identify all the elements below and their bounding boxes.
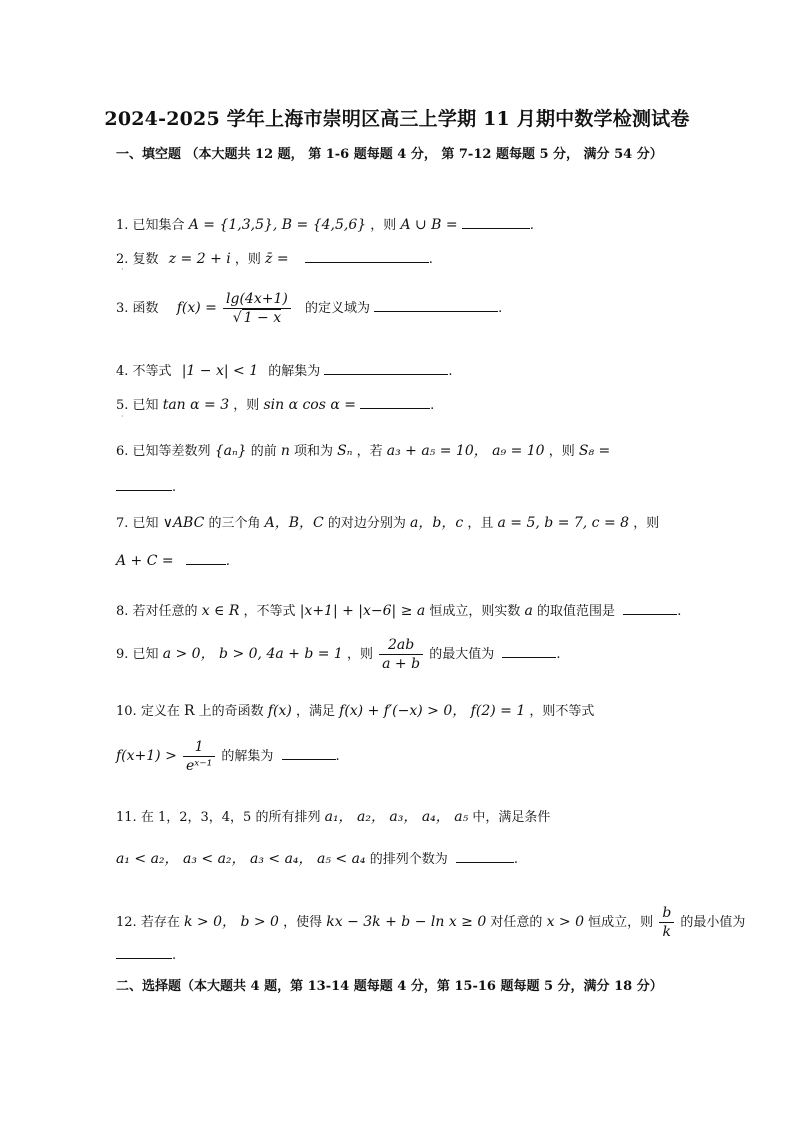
- fraction: [183, 738, 215, 775]
- math-expression: a₁ < a₂， a₃ < a₂， a₃ < a₄， a₅ < a₄: [116, 851, 366, 867]
- math-expression: ∨ABC: [162, 515, 205, 531]
- math-expression: k > 0， b > 0: [183, 914, 279, 930]
- question-text: ，则: [548, 444, 575, 459]
- question-text: 的前: [250, 444, 277, 459]
- punctuation: .: [172, 480, 177, 495]
- fraction: [659, 904, 674, 941]
- math-expression: a: [524, 603, 533, 619]
- question-number: 9.: [116, 647, 129, 662]
- punctuation: .: [556, 647, 561, 662]
- question-text: 若存在: [140, 915, 180, 930]
- math-expression: {aₙ}: [214, 443, 247, 459]
- math-expression: A，B，C: [264, 515, 324, 531]
- answer-blank[interactable]: [623, 602, 677, 615]
- math-expression: |x+1| + |x−6| ≥ a: [299, 603, 426, 619]
- question-text: 已知: [132, 516, 159, 531]
- question-text: ，则不等式: [529, 704, 595, 719]
- fraction: [379, 636, 423, 673]
- math-expression: f(x): [267, 703, 292, 719]
- question-1: [116, 214, 534, 233]
- question-7-continued: [116, 552, 230, 569]
- answer-blank[interactable]: [282, 747, 336, 760]
- math-expression: n: [280, 443, 290, 459]
- question-11: [116, 806, 550, 826]
- punctuation: .: [430, 398, 435, 413]
- question-number: 10.: [116, 704, 137, 719]
- question-text: 的最小值为: [680, 915, 746, 930]
- question-text: 恒成立，则: [588, 915, 654, 930]
- question-number: 2.: [116, 252, 129, 267]
- math-expression: x > 0: [546, 914, 585, 930]
- punctuation: .: [225, 554, 230, 569]
- question-text: ，则: [234, 252, 261, 267]
- question-number: 1.: [116, 218, 129, 233]
- answer-blank[interactable]: [374, 299, 498, 312]
- question-text: ，则: [633, 516, 660, 531]
- question-text: 已知等差数列: [132, 444, 211, 459]
- fraction-denominator: a + b: [382, 656, 421, 672]
- question-8: [116, 600, 681, 619]
- question-text: 已知: [132, 647, 159, 662]
- math-expression: |1 − x| < 1: [181, 363, 259, 379]
- question-text: ，则: [370, 218, 397, 233]
- punctuation: .: [498, 301, 503, 316]
- question-text: 的最大值为: [429, 647, 495, 662]
- math-expression: a，b，c: [410, 515, 464, 531]
- question-number: 8.: [116, 604, 129, 619]
- answer-blank[interactable]: [186, 552, 226, 565]
- question-text: 已知: [132, 398, 159, 413]
- question-text: 若对任意的: [132, 604, 198, 619]
- math-expression: kx − 3k + b − ln x ≥ 0: [326, 914, 487, 930]
- question-text: ，则: [233, 398, 260, 413]
- math-expression: A + C =: [116, 553, 174, 569]
- math-expression: A ∪ B =: [400, 217, 458, 233]
- math-expression: sin α cos α =: [263, 397, 357, 413]
- question-text: 的解集为: [268, 364, 321, 379]
- question-number: 12.: [116, 915, 137, 930]
- sqrt-radicand: 1 − x: [243, 310, 282, 326]
- math-expression: f(x) + f′(−x) > 0， f(2) = 1: [339, 703, 526, 719]
- question-text: 的对边分别为: [327, 516, 406, 531]
- fraction: [223, 290, 291, 327]
- question-text: ，满足: [295, 704, 335, 719]
- question-text: 的解集为: [221, 749, 274, 764]
- answer-blank[interactable]: [502, 645, 556, 658]
- question-text: 已知集合: [132, 218, 185, 233]
- math-expression: a = 5, b = 7, c = 8: [497, 515, 630, 531]
- answer-blank[interactable]: [360, 396, 430, 409]
- question-12-continued: [116, 946, 176, 963]
- fraction-denominator: k: [662, 924, 672, 940]
- question-text: 项和为: [294, 444, 334, 459]
- question-text: 对任意的: [490, 915, 543, 930]
- question-text: 函数: [132, 301, 159, 316]
- fraction-numerator: 1: [183, 738, 215, 757]
- question-text: 的排列个数为: [369, 852, 448, 867]
- math-expression: f(x+1) >: [116, 748, 177, 764]
- punctuation: .: [335, 749, 340, 764]
- question-text: 不等式: [132, 364, 172, 379]
- math-expression: f(x) =: [176, 300, 217, 316]
- math-expression: a₃ + a₅ = 10， a₉ = 10: [386, 443, 545, 459]
- question-text: ，则: [346, 647, 373, 662]
- question-text: ，使得: [283, 915, 323, 930]
- question-text: 上的奇函数: [198, 704, 264, 719]
- question-7: [116, 512, 659, 532]
- page-title: 2024-2025 学年上海市崇明区高三上学期 11 月期中数学检测试卷: [104, 108, 690, 130]
- dot-mark: ·: [121, 265, 124, 274]
- answer-blank[interactable]: [116, 946, 172, 959]
- question-number: 11.: [116, 810, 137, 825]
- punctuation: .: [513, 852, 518, 867]
- question-4: [116, 360, 453, 379]
- section-2-heading: 二、选择题（本大题共 4 题，第 13-14 题每题 4 分，第 15-16 题每题 5 分，满分 18 分）: [116, 979, 663, 994]
- question-number: 4.: [116, 364, 129, 379]
- math-expression: A = {1,3,5}, B = {4,5,6}: [188, 217, 367, 233]
- question-10: [116, 700, 594, 720]
- math-expression: a₁， a₂， a₃， a₄， a₅: [324, 809, 469, 825]
- punctuation: .: [172, 948, 177, 963]
- punctuation: .: [529, 218, 534, 233]
- math-expression: x ∈ R: [201, 603, 240, 619]
- math-expression: z = 2 + i: [168, 251, 231, 267]
- dot-mark: ·: [121, 412, 124, 421]
- question-11-continued: [116, 848, 518, 868]
- question-text: ，且: [467, 516, 494, 531]
- question-10-continued: [116, 738, 340, 775]
- punctuation: .: [448, 364, 453, 379]
- answer-blank[interactable]: [116, 478, 172, 491]
- question-text: 的取值范围是: [537, 604, 616, 619]
- answer-blank[interactable]: [456, 850, 514, 863]
- math-expression: S₈ =: [578, 443, 611, 459]
- fraction-denominator: √ 1 − x: [232, 310, 282, 326]
- question-12: [116, 904, 745, 941]
- fraction-numerator: 2ab: [379, 636, 423, 655]
- math-expression: Sₙ: [337, 443, 353, 459]
- question-text: 的三个角: [208, 516, 261, 531]
- fraction-numerator: b: [659, 904, 674, 923]
- math-expression: a > 0， b > 0, 4a + b = 1: [162, 646, 343, 662]
- answer-blank[interactable]: [462, 216, 530, 229]
- math-expression: z̄ =: [265, 251, 289, 267]
- question-3: [116, 290, 502, 327]
- question-text: 中，满足条件: [472, 810, 551, 825]
- question-text: 在 1，2，3，4，5 的所有排列: [140, 810, 321, 825]
- punctuation: .: [677, 604, 682, 619]
- question-number: 3.: [116, 301, 129, 316]
- question-text: 复数: [132, 252, 159, 267]
- section-1-heading: 一、填空题 （本大题共 12 题， 第 1-6 题每题 4 分， 第 7-12 题每题 5 分， 满分 54 分）: [116, 147, 663, 162]
- question-text: 的定义域为: [304, 301, 370, 316]
- math-expression: tan α = 3: [162, 397, 230, 413]
- question-6-continued: [116, 478, 176, 495]
- math-expression: R: [183, 703, 195, 719]
- answer-blank[interactable]: [324, 362, 448, 375]
- fraction-denominator: eˣ⁻¹: [185, 758, 213, 774]
- question-number: 6.: [116, 444, 129, 459]
- punctuation: .: [428, 252, 433, 267]
- question-text: ，若: [356, 444, 383, 459]
- question-6: [116, 440, 610, 460]
- question-number: 7.: [116, 516, 129, 531]
- question-text: ，不等式: [243, 604, 296, 619]
- question-text: 定义在: [140, 704, 180, 719]
- question-text: 恒成立，则实数: [429, 604, 521, 619]
- answer-blank[interactable]: [305, 250, 429, 263]
- question-number: 5.: [116, 398, 129, 413]
- question-5: [116, 394, 434, 413]
- fraction-numerator: lg(4x+1): [223, 290, 291, 309]
- question-9: [116, 636, 561, 673]
- question-2: [116, 248, 433, 267]
